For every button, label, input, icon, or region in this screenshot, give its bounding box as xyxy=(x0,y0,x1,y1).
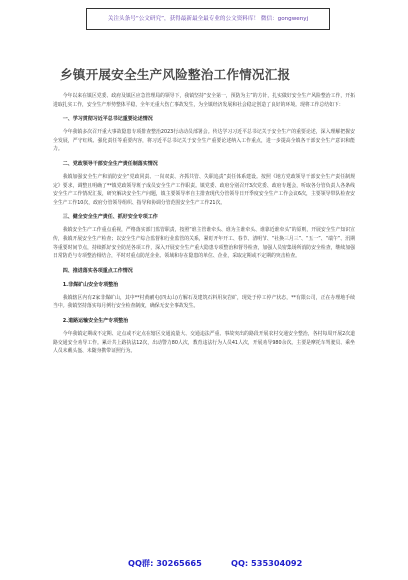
section-heading-2: 二、党政领导干部安全生产责任制落实情况 xyxy=(62,160,158,167)
footer xyxy=(0,556,408,572)
document-body xyxy=(53,92,355,357)
page-title: 乡镇开展安全生产风险整治工作情况汇报 xyxy=(60,67,291,82)
subsection-heading-2: 2.道路运输安全生产专项整治 xyxy=(62,317,129,324)
section-heading-3: 三、健全安全生产责任、抓好安全专项工作 xyxy=(62,214,158,221)
section-heading-1: 一、学习贯彻习近平总书记重要论述情况 xyxy=(62,116,153,123)
section-paragraph: 我镇安全生产工作重点重视，严格落实部门监管职责，按照“谁主管谁牵头、谁为主谁牵头、谁靠近谁牵头”的原则，开展安全生产知识宣传，我镇开展安全生产检查；以安全生产综合监督和行业监管的关系，紧盯开年开工、春节、清明节、“社换三月三”、“五一”、“端午”、汛期等重要时间节点，持续抓好安全防范各项工作，深入开展安全生产重大隐患专项整治和督导检查，加强人员密集场所消防安全检查，继续加强日常防范与专项整治相结合，平时对重点防范企业、领域和存在隐患的单位、企业，采取定期或不定期的突击检查。 xyxy=(53,227,355,260)
qq-group-label: QQ群: 30265665 xyxy=(128,558,202,568)
subsection-heading-1: 1.非煤矿山安全专项整治 xyxy=(62,281,119,288)
promo-banner: 关注头条号“公文研究”，获得最新最全最专业的公文资料库！ 微信：gongwenyj xyxy=(86,8,330,30)
section-heading-4: 四、推进落实各项重点工作情况 xyxy=(62,267,133,274)
section-paragraph: 我镇加强安全生产和消防安全“党政同责、一岗双责、齐抓共管、失职追责”责任体系建设。按照《地方党政领导干部安全生产责任制规定》要求，调整且明确了**镇党政领导班子成员安全生产工作职责。镇党委、政府分别召开3次党委、政府专题会，听取各分管负责人各条线安全生产工作情况汇报，研究解决安全生产问题，镇主要领导率自主排查现代分管领导日开季度安全生产工作会议6次，主要领导带队检查安全生产工作10次，政府分管领导组织、指导和协调分管范围安全生产工作21次。 xyxy=(53,173,355,206)
section-paragraph: 今年我镇定期或不定期、定点或不定点在辖区交通流量大、交通违法严重、事故突出的路段开展农村交通安全整治，各村每周开展2次道路交通安全劝导工作。累计共上路执法12次，出动警力80人次，教育违法行为人员41人次，开展劝导980余次。主要是摩托车驾驶员、乘坐人员未戴头盔、未随身携带证照行为。 xyxy=(53,330,355,355)
qq-contact-label: QQ: 535304092 xyxy=(231,558,303,568)
section-paragraph: 今年我镇多次召开重大事故隐患专项排查整治2023行动动员部署会。传达学习习近平总书记关于安全生产的重要论述，深入理解把握安全发展，严守红线、强化责任等重要内容，将习近平总书记关于安全生产重要论述纳入工作重点，进一步提高全镇各干部安全生产意识和能力。 xyxy=(53,129,355,153)
section-paragraph: 我镇辖区内有2家非煤矿山，其中**村黄鹂屯(四太山)方解石及建筑石料用灰岩矿，现处于停工停产状态，**有限公司，正在办理地手续当中。我镇坚持落实每月例行安全检查制度，确保无安全事故发生。 xyxy=(53,294,355,310)
intro-paragraph: 今年以来在镇区党委、政府及镇区应急管理局的领导下，我镇坚持“安全第一，预防为主”的方针，扎实做好安全生产风险整治工作，开拓进取扎实工作，安全生产形势整体平稳，全年无重大伤亡事故发生，为全镇经济发展和社会稳定创造了良好的环境。现将工作总结如下： xyxy=(53,93,355,108)
